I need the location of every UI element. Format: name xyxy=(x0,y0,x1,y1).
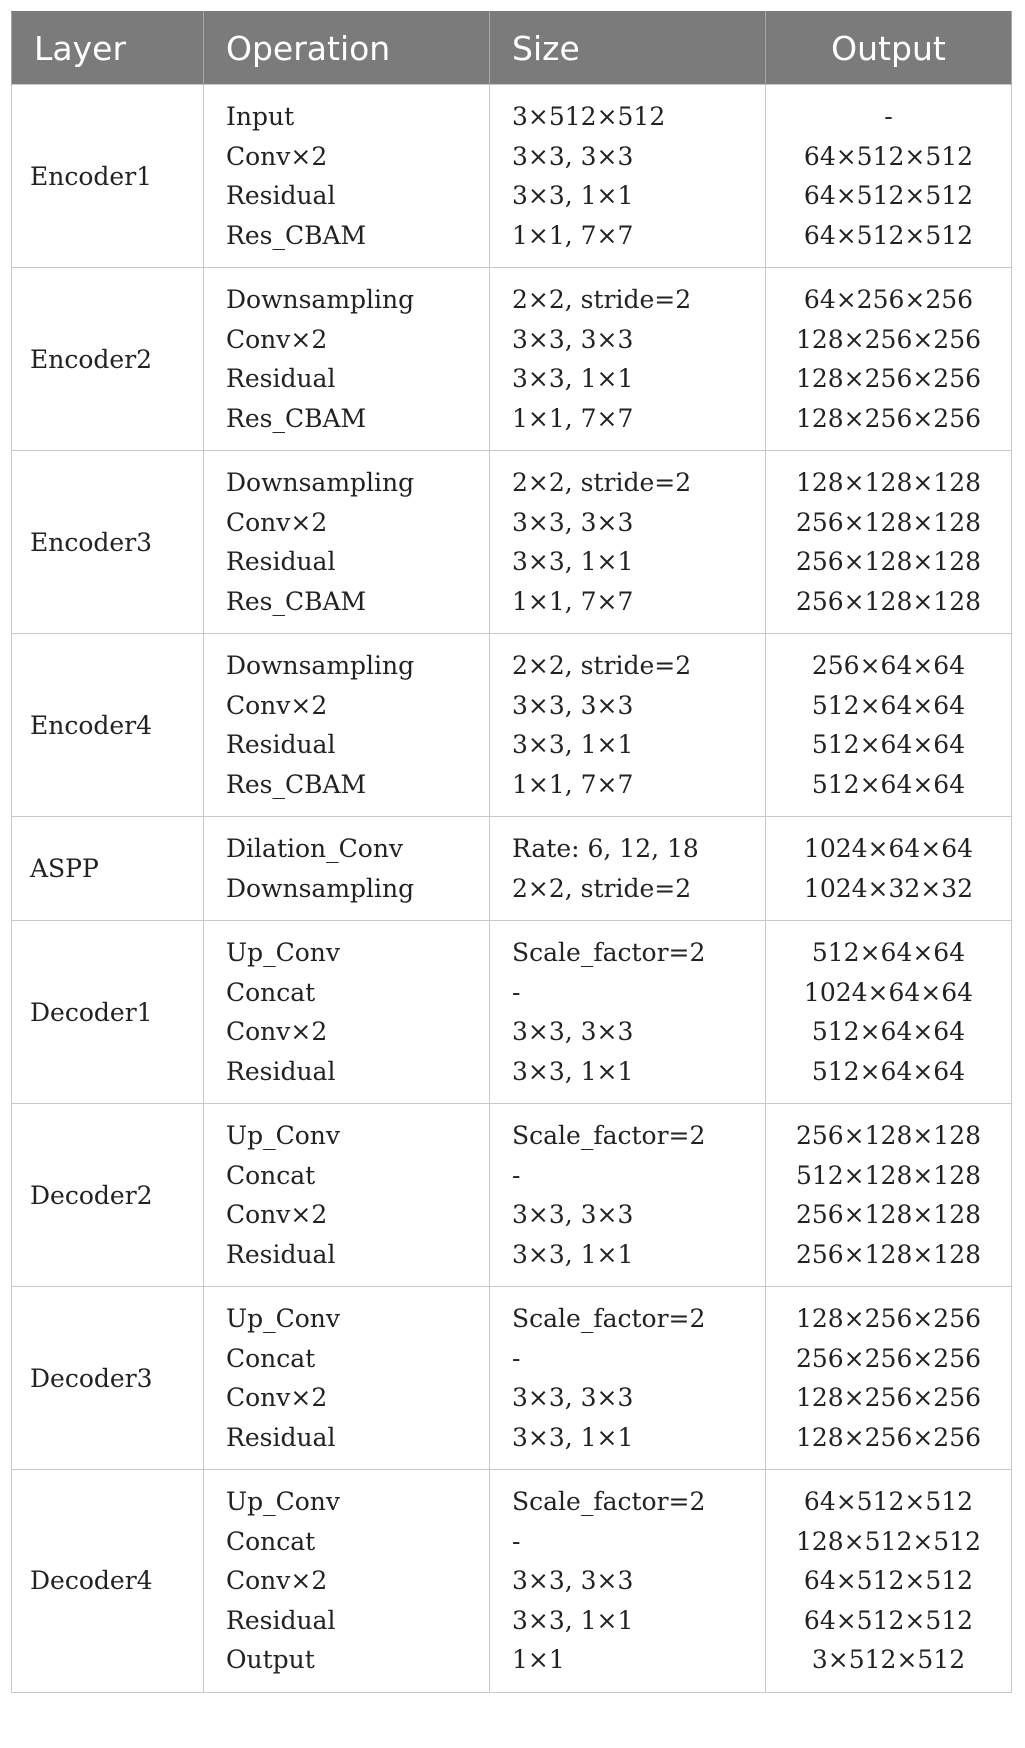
layer-name: Encoder3 xyxy=(30,527,153,557)
layer-name-cell xyxy=(12,1470,204,1693)
output-shape: 256×128×128 xyxy=(795,507,982,537)
kernel-size: 3×3, 3×3 xyxy=(512,1566,634,1595)
kernel-size: 3×3, 3×3 xyxy=(512,690,634,720)
header-size: Size xyxy=(490,12,766,85)
operation-cell xyxy=(204,1104,490,1287)
kernel-size: Scale_factor=2 xyxy=(512,938,706,967)
kernel-size-cell xyxy=(490,268,766,451)
kernel-size: 3×3, 3×3 xyxy=(512,1017,634,1046)
table-row xyxy=(12,1287,1012,1470)
output-shape: - xyxy=(884,102,893,131)
kernel-size: Scale_factor=2 xyxy=(512,1304,706,1333)
operation-cell xyxy=(204,85,490,268)
output-shape: 256×128×128 xyxy=(795,586,982,616)
kernel-size: - xyxy=(512,1343,521,1373)
kernel-size-cell xyxy=(490,634,766,817)
kernel-size-cell xyxy=(490,451,766,634)
output-shape-cell xyxy=(766,921,1012,1104)
output-shape: 256×128×128 xyxy=(795,547,982,576)
kernel-size: 3×3, 3×3 xyxy=(512,1200,634,1229)
kernel-size: 3×3, 1×1 xyxy=(512,1605,634,1635)
output-shape: 3×512×512 xyxy=(811,1645,966,1674)
output-shape: 512×64×64 xyxy=(811,938,966,967)
output-shape: 512×128×128 xyxy=(795,1160,982,1190)
kernel-size: 2×2, stride=2 xyxy=(512,873,692,903)
output-shape: 512×64×64 xyxy=(811,690,966,720)
layer-name-cell xyxy=(12,268,204,451)
operation-cell xyxy=(204,634,490,817)
layer-name: Decoder1 xyxy=(30,997,153,1027)
operation: Downsampling xyxy=(226,285,415,314)
layer-name: Decoder2 xyxy=(30,1180,153,1210)
output-shape: 512×64×64 xyxy=(811,1017,966,1046)
kernel-size: 2×2, stride=2 xyxy=(512,285,692,314)
layer-name: Encoder2 xyxy=(30,344,153,374)
table-header xyxy=(12,12,1012,85)
kernel-size: 1×1, 7×7 xyxy=(512,586,634,616)
operation: Up_Conv xyxy=(226,1121,340,1150)
output-shape: 64×256×256 xyxy=(803,285,974,314)
table-body xyxy=(12,85,1012,1693)
kernel-size: 2×2, stride=2 xyxy=(512,651,692,680)
output-shape: 64×512×512 xyxy=(803,1605,974,1635)
layer-name-cell xyxy=(12,1104,204,1287)
operation: Concat xyxy=(226,1526,316,1556)
kernel-size: 3×3, 3×3 xyxy=(512,324,634,354)
output-shape: 64×512×512 xyxy=(803,1487,974,1516)
table-row xyxy=(12,85,1012,268)
network-architecture-table xyxy=(11,11,1012,1693)
kernel-size: 3×3, 1×1 xyxy=(512,181,634,210)
operation: Up_Conv xyxy=(226,938,340,967)
table-row xyxy=(12,1470,1012,1693)
kernel-size-cell xyxy=(490,1287,766,1470)
operation-cell xyxy=(204,921,490,1104)
operation: Conv×2 xyxy=(226,1017,328,1046)
header-operation: Operation xyxy=(204,12,490,85)
output-shape-cell xyxy=(766,634,1012,817)
kernel-size: 1×1, 7×7 xyxy=(512,769,634,799)
output-shape-cell xyxy=(766,1104,1012,1287)
operation: Conv×2 xyxy=(226,1383,328,1412)
output-shape: 128×512×512 xyxy=(795,1526,982,1556)
kernel-size: Rate: 6, 12, 18 xyxy=(512,834,699,863)
output-shape-cell xyxy=(766,268,1012,451)
output-shape: 256×128×128 xyxy=(795,1121,982,1150)
operation: Res_CBAM xyxy=(226,403,367,433)
kernel-size: 3×3, 1×1 xyxy=(512,364,634,393)
operation: Conv×2 xyxy=(226,1200,328,1229)
output-shape-cell xyxy=(766,817,1012,921)
table-row xyxy=(12,451,1012,634)
operation: Downsampling xyxy=(226,873,415,903)
operation: Res_CBAM xyxy=(226,220,367,250)
header-output: Output xyxy=(766,12,1012,85)
output-shape: 1024×64×64 xyxy=(803,977,974,1007)
output-shape: 256×128×128 xyxy=(795,1200,982,1229)
operation: Res_CBAM xyxy=(226,586,367,616)
operation-cell xyxy=(204,817,490,921)
kernel-size: - xyxy=(512,977,521,1007)
kernel-size: 3×3, 1×1 xyxy=(512,547,634,576)
output-shape: 128×256×256 xyxy=(795,1383,982,1412)
table-row xyxy=(12,1104,1012,1287)
kernel-size: - xyxy=(512,1160,521,1190)
operation: Residual xyxy=(226,730,336,759)
kernel-size: 1×1 xyxy=(512,1645,565,1674)
kernel-size: 3×512×512 xyxy=(512,102,666,131)
output-shape: 512×64×64 xyxy=(811,769,966,799)
output-shape: 512×64×64 xyxy=(811,730,966,759)
layer-name-cell xyxy=(12,817,204,921)
operation: Downsampling xyxy=(226,651,415,680)
operation-cell xyxy=(204,451,490,634)
operation: Residual xyxy=(226,547,336,576)
layer-name-cell xyxy=(12,85,204,268)
output-shape: 128×256×256 xyxy=(795,324,982,354)
operation-cell xyxy=(204,1470,490,1693)
operation: Conv×2 xyxy=(226,1566,328,1595)
operation: Residual xyxy=(226,1056,336,1086)
output-shape: 128×256×256 xyxy=(795,1304,982,1333)
operation: Concat xyxy=(226,977,316,1007)
kernel-size: 3×3, 1×1 xyxy=(512,1056,634,1086)
kernel-size: Scale_factor=2 xyxy=(512,1487,706,1516)
output-shape: 256×256×256 xyxy=(795,1343,982,1373)
layer-name: Encoder4 xyxy=(30,710,153,740)
kernel-size-cell xyxy=(490,921,766,1104)
layer-name: Decoder3 xyxy=(30,1363,153,1393)
table-row xyxy=(12,921,1012,1104)
output-shape-cell xyxy=(766,1470,1012,1693)
operation: Concat xyxy=(226,1343,316,1373)
operation: Residual xyxy=(226,1422,336,1452)
output-shape: 512×64×64 xyxy=(811,1056,966,1086)
kernel-size: 3×3, 1×1 xyxy=(512,1239,634,1269)
operation: Downsampling xyxy=(226,468,415,497)
layer-name: Decoder4 xyxy=(30,1566,153,1596)
table-row xyxy=(12,817,1012,921)
layer-name-cell xyxy=(12,451,204,634)
output-shape: 128×128×128 xyxy=(795,468,982,497)
kernel-size: 3×3, 3×3 xyxy=(512,1383,634,1412)
operation: Concat xyxy=(226,1160,316,1190)
kernel-size: Scale_factor=2 xyxy=(512,1121,706,1150)
output-shape: 256×128×128 xyxy=(795,1239,982,1269)
operation: Output xyxy=(226,1645,315,1674)
operation: Residual xyxy=(226,1239,336,1269)
kernel-size: 1×1, 7×7 xyxy=(512,220,634,250)
table-row xyxy=(12,634,1012,817)
output-shape: 64×512×512 xyxy=(803,1566,974,1595)
kernel-size: 3×3, 3×3 xyxy=(512,141,634,171)
output-shape: 128×256×256 xyxy=(795,364,982,393)
kernel-size-cell xyxy=(490,1104,766,1287)
kernel-size: - xyxy=(512,1526,521,1556)
kernel-size: 3×3, 1×1 xyxy=(512,1422,634,1452)
layer-name-cell xyxy=(12,1287,204,1470)
operation: Res_CBAM xyxy=(226,769,367,799)
layer-name: ASPP xyxy=(30,854,99,883)
operation: Conv×2 xyxy=(226,507,328,537)
output-shape-cell xyxy=(766,1287,1012,1470)
operation-cell xyxy=(204,1287,490,1470)
operation: Residual xyxy=(226,1605,336,1635)
operation: Dilation_Conv xyxy=(226,834,404,863)
operation: Residual xyxy=(226,364,336,393)
kernel-size-cell xyxy=(490,85,766,268)
output-shape: 128×256×256 xyxy=(795,1422,982,1452)
layer-name: Encoder1 xyxy=(30,161,153,191)
kernel-size-cell xyxy=(490,817,766,921)
operation: Conv×2 xyxy=(226,690,328,720)
operation: Residual xyxy=(226,181,336,210)
output-shape-cell xyxy=(766,85,1012,268)
kernel-size: 3×3, 3×3 xyxy=(512,507,634,537)
operation-cell xyxy=(204,268,490,451)
network-architecture-table-container xyxy=(11,11,1011,1693)
kernel-size: 3×3, 1×1 xyxy=(512,730,634,759)
operation: Input xyxy=(226,102,295,131)
layer-name-cell xyxy=(12,634,204,817)
output-shape: 64×512×512 xyxy=(803,220,974,250)
kernel-size: 2×2, stride=2 xyxy=(512,468,692,497)
output-shape: 128×256×256 xyxy=(795,403,982,433)
header-layer: Layer xyxy=(12,12,204,85)
output-shape: 64×512×512 xyxy=(803,141,974,171)
table-row xyxy=(12,268,1012,451)
output-shape-cell xyxy=(766,451,1012,634)
output-shape: 256×64×64 xyxy=(811,651,966,680)
operation: Conv×2 xyxy=(226,324,328,354)
operation: Conv×2 xyxy=(226,141,328,171)
operation: Up_Conv xyxy=(226,1487,340,1516)
operation: Up_Conv xyxy=(226,1304,340,1333)
header-row xyxy=(12,12,1012,85)
output-shape: 64×512×512 xyxy=(803,181,974,210)
output-shape: 1024×32×32 xyxy=(803,873,974,903)
kernel-size-cell xyxy=(490,1470,766,1693)
layer-name-cell xyxy=(12,921,204,1104)
output-shape: 1024×64×64 xyxy=(803,834,974,863)
kernel-size: 1×1, 7×7 xyxy=(512,403,634,433)
